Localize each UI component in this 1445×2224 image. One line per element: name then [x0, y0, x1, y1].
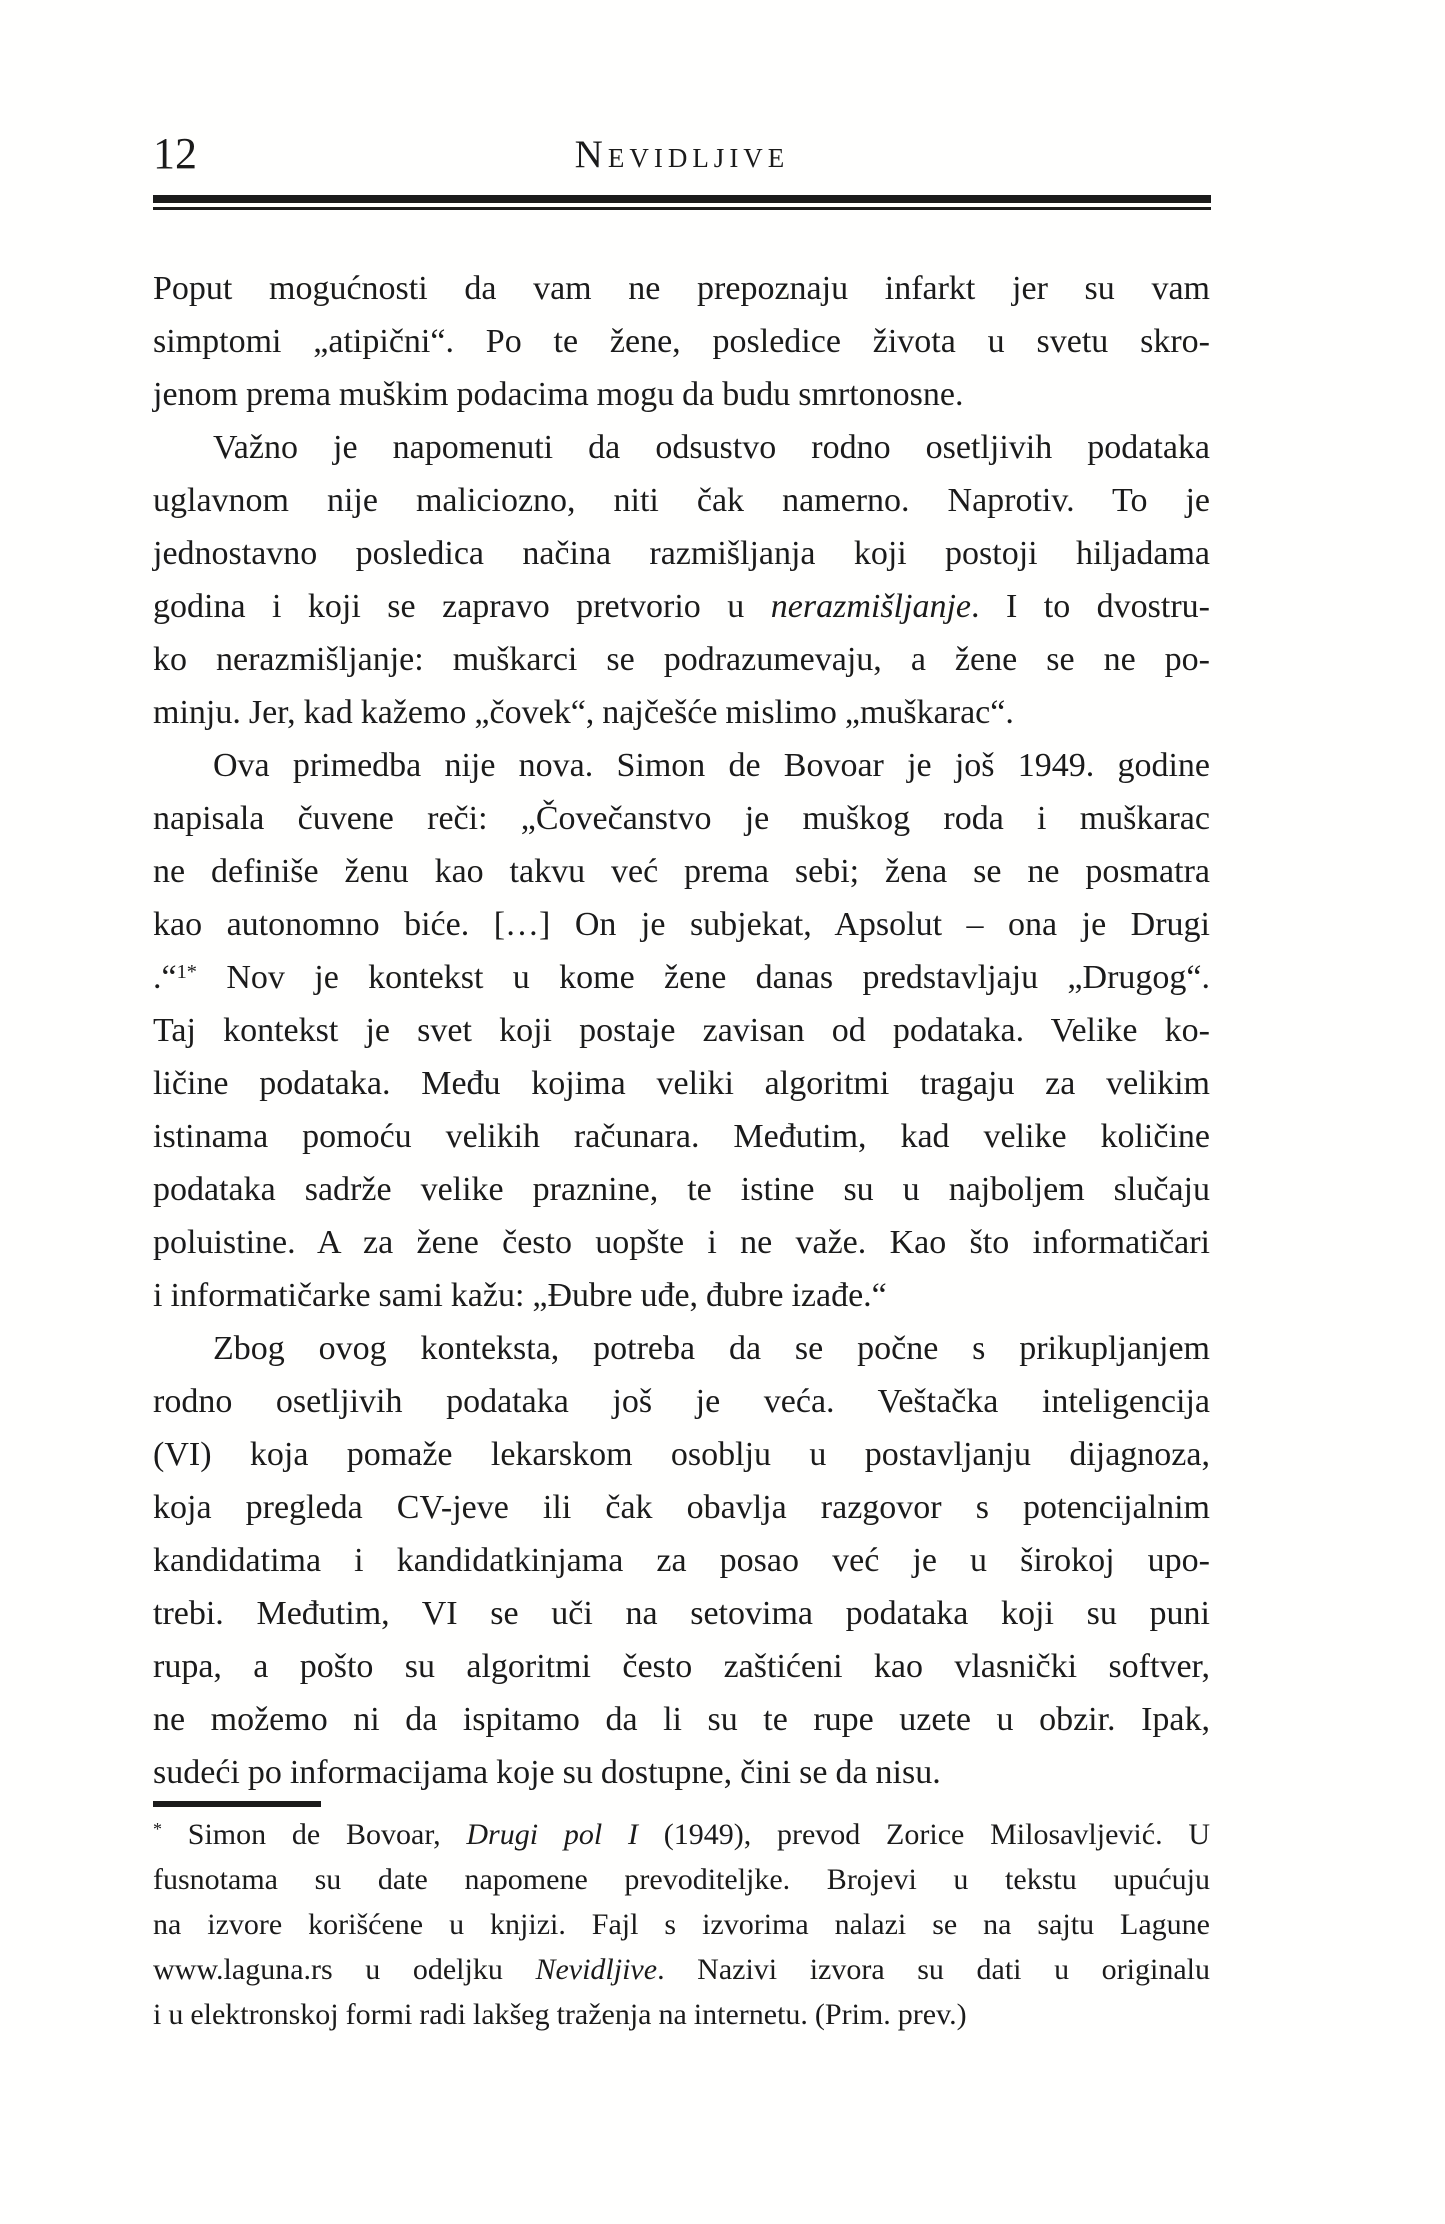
footnote-reference-mark: 1*	[176, 960, 197, 983]
header-rule-thin-line	[153, 207, 1211, 210]
text-line: Ova primedba nije nova. Simon de Bovoar je još 1949. godine	[213, 747, 1210, 784]
text-line: koja pregleda CV-jeve ili čak obavlja razgovor s potencijalnim	[153, 1489, 1210, 1526]
text-line: jenom prema muškim podacima mogu da budu smrtonosne.	[153, 376, 964, 413]
header-rule-thick-line	[153, 195, 1211, 203]
text-line: podataka sadrže velike praznine, te istine su u najboljem slučaju	[153, 1171, 1210, 1208]
text-line: ko nerazmišljanje: muškarci se podrazumevaju, a žene se ne po-	[153, 641, 1210, 678]
footnote-line: i u elektronskoj formi radi lakšeg traženja na internetu. (Prim. prev.)	[153, 1998, 967, 2031]
footnote	[153, 1812, 1210, 2037]
paragraph	[153, 739, 1210, 1322]
text-line: napisala čuvene reči: „Čovečanstvo je muškog roda i muškarac	[153, 800, 1210, 837]
text-line: Zbog ovog konteksta, potreba da se počne s prikupljanjem	[213, 1330, 1210, 1367]
text-line: trebi. Međutim, VI se uči na setovima podataka koji su puni	[153, 1595, 1210, 1632]
text-line: ne definiše ženu kao takvu već prema sebi; žena se ne posmatra	[153, 853, 1210, 890]
footnote-line: * Simon de Bovoar, Drugi pol I (1949), prevod Zorice Milosavljević. U	[153, 1818, 1211, 1851]
text-line: godina i koji se zapravo pretvorio u nerazmišljanje. I to dvostru-	[153, 588, 1211, 625]
text-line: rupa, a pošto su algoritmi često zaštićeni kao vlasnički softver,	[153, 1648, 1210, 1685]
footnote-reference-mark: *	[153, 1819, 162, 1839]
body-text	[153, 262, 1210, 1799]
paragraph	[153, 1322, 1210, 1799]
emphasized-text: Nevidljive	[535, 1953, 658, 1986]
text-line: simptomi „atipični“. Po te žene, posledice života u svetu skro-	[153, 323, 1210, 360]
text-line: minju. Jer, kad kažemo „čovek“, najčešće mislimo „muškarac“.	[153, 694, 1014, 731]
emphasized-text: nerazmišljanje	[770, 588, 971, 625]
running-header-title: Nevidljive	[574, 133, 790, 176]
footnote-line: www.laguna.rs u odeljku Nevidljive. Nazivi izvora su dati u originalu	[153, 1953, 1210, 1986]
paragraph	[153, 421, 1210, 739]
text-line: Važno je napomenuti da odsustvo rodno osetljivih podataka	[213, 429, 1210, 466]
text-line: jednostavno posledica načina razmišljanja koji postoji hiljadama	[153, 535, 1210, 572]
text-line: uglavnom nije maliciozno, niti čak namerno. Naprotiv. To je	[153, 482, 1210, 519]
paragraph	[153, 262, 1210, 421]
text-line: rodno osetljivih podataka još je veća. Veštačka inteligencija	[153, 1383, 1210, 1420]
emphasized-text: Drugi pol I	[466, 1818, 638, 1851]
text-line: sudeći po informacijama koje su dostupne, čini se da nisu.	[153, 1754, 941, 1791]
footnote-line: fusnotama su date napomene prevoditeljke. Brojevi u tekstu upućuju	[153, 1863, 1210, 1896]
text-line: (VI) koja pomaže lekarskom osoblju u postavljanju dijagnoza,	[153, 1436, 1210, 1473]
text-line: i informatičarke sami kažu: „Đubre uđe, đubre izađe.“	[153, 1277, 887, 1314]
text-line: Taj kontekst je svet koji postaje zavisan od podataka. Velike ko-	[153, 1012, 1210, 1049]
text-line: kandidatima i kandidatkinjama za posao već je u širokoj upo-	[153, 1542, 1210, 1579]
footnote-line: na izvore korišćene u knjizi. Fajl s izvorima nalazi se na sajtu Lagune	[153, 1908, 1210, 1941]
text-line: ličine podataka. Među kojima veliki algoritmi tragaju za velikim	[153, 1065, 1210, 1102]
text-line: poluistine. A za žene često uopšte i ne važe. Kao što informatičari	[153, 1224, 1210, 1261]
text-line: istinama pomoću velikih računara. Međutim, kad velike količine	[153, 1118, 1210, 1155]
text-line: kao autonomno biće. […] On je subjekat, Apsolut – ona je Drugi	[153, 906, 1210, 943]
header-rule	[153, 195, 1211, 210]
text-line: .“$^{1*}$ Nov je kontekst u kome žene danas predstavljaju „Drugog“.	[153, 959, 1210, 996]
footnote-separator	[153, 1801, 321, 1807]
text-line: ne možemo ni da ispitamo da li su te rupe uzete u obzir. Ipak,	[153, 1701, 1210, 1738]
page-number: 12	[153, 129, 197, 178]
text-line: Poput mogućnosti da vam ne prepoznaju infarkt jer su vam	[153, 270, 1210, 307]
